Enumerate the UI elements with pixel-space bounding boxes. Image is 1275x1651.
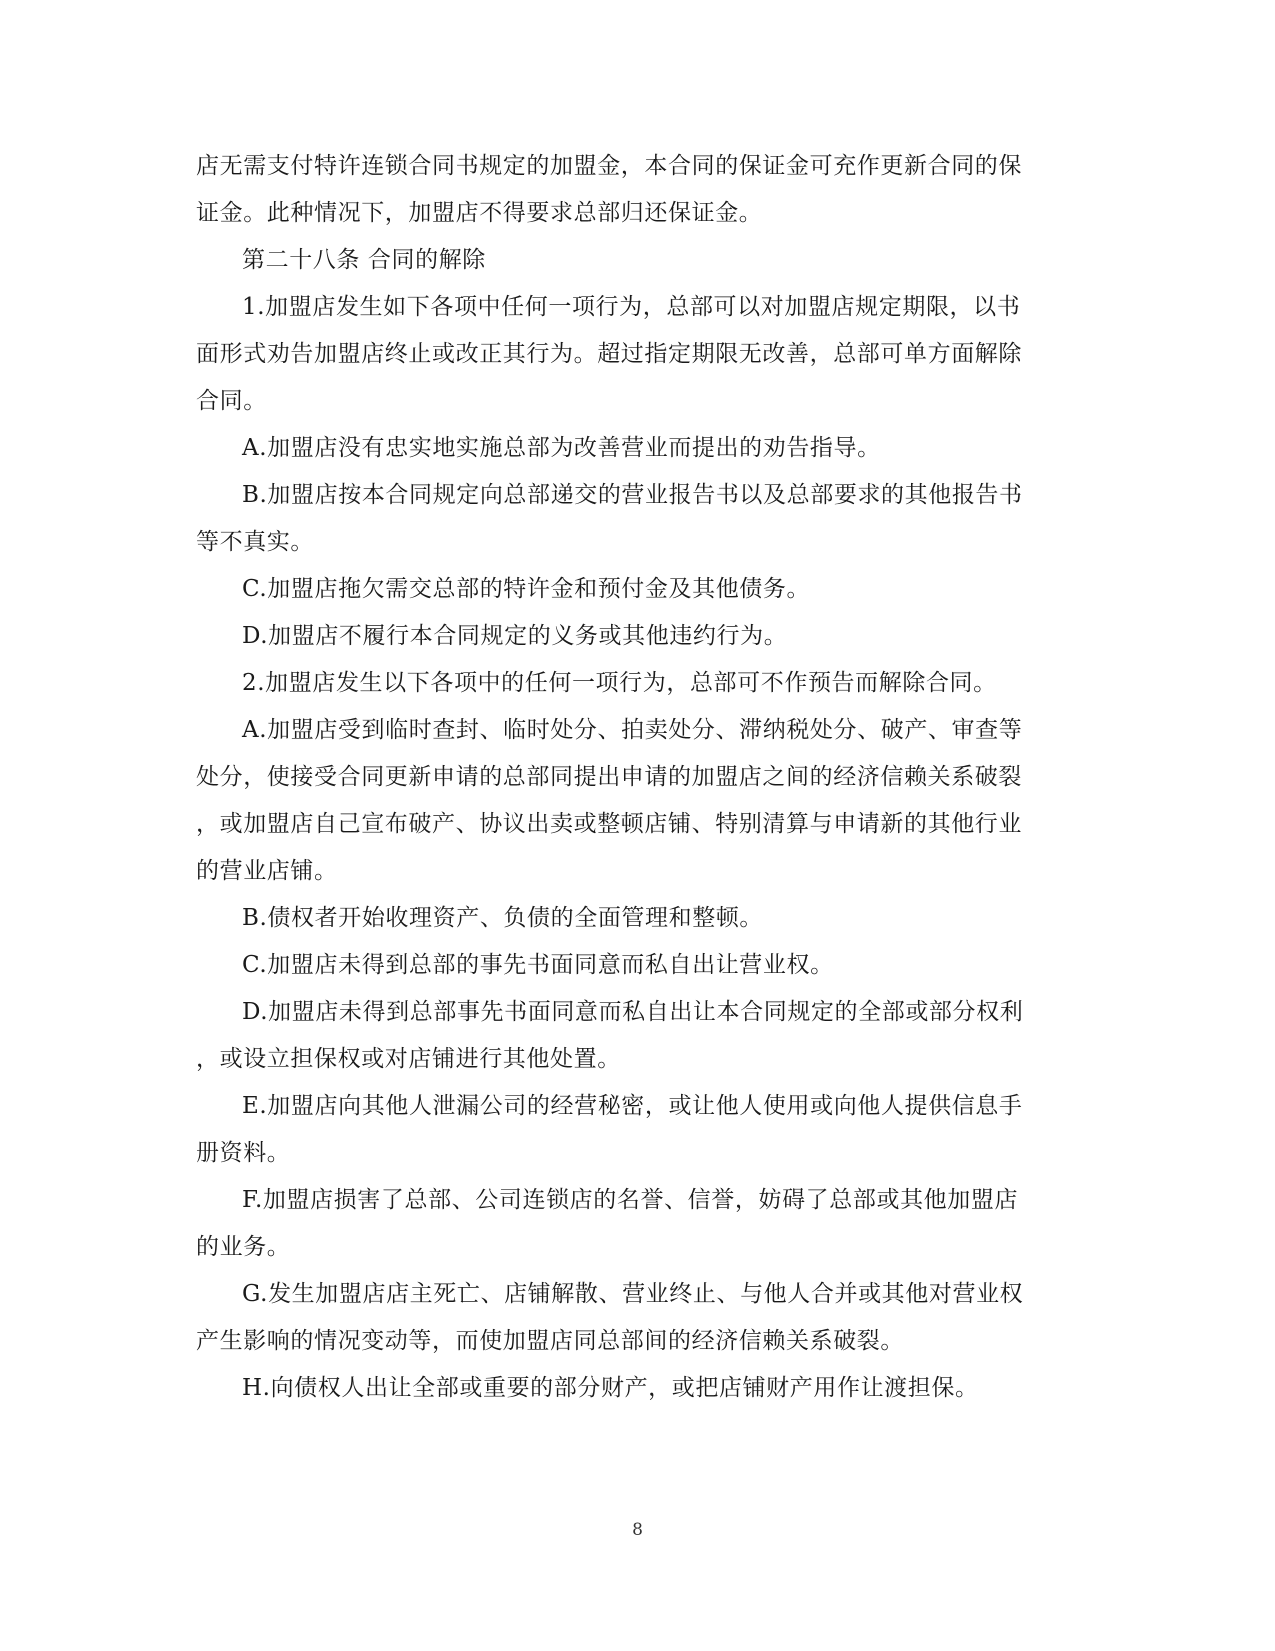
text-line: B.债权者开始收理资产、负债的全面管理和整顿。 [242,905,764,931]
text-line: H.向债权人出让全部或重要的部分财产，或把店铺财产用作让渡担保。 [242,1375,979,1401]
text-line: D.加盟店不履行本合同规定的义务或其他违约行为。 [242,623,788,649]
section-heading: 第二十八条 合同的解除 [242,247,486,273]
text-line: ，或设立担保权或对店铺进行其他处置。 [196,1046,621,1072]
text-line: A.加盟店没有忠实地实施总部为改善营业而提出的劝告指导。 [242,435,881,461]
text-line: 合同。 [196,388,267,414]
text-line: 的营业店铺。 [196,858,338,884]
text-line: 册资料。 [196,1140,291,1166]
text-line: C.加盟店未得到总部的事先书面同意而私自出让营业权。 [242,952,834,978]
text-line: 的业务。 [196,1234,291,1260]
text-line: 产生影响的情况变动等，而使加盟店同总部间的经济信赖关系破裂。 [196,1328,904,1354]
text-line: G.发生加盟店店主死亡、店铺解散、营业终止、与他人合并或其他对营业权 [242,1281,1024,1307]
text-line: ，或加盟店自己宣布破产、协议出卖或整顿店铺、特别清算与申请新的其他行业 [196,811,1022,837]
text-line: B.加盟店按本合同规定向总部递交的营业报告书以及总部要求的其他报告书 [242,482,1023,508]
text-line: 店无需支付特许连锁合同书规定的加盟金，本合同的保证金可充作更新合同的保 [196,153,1022,179]
text-line: E.加盟店向其他人泄漏公司的经营秘密，或让他人使用或向他人提供信息手 [242,1093,1023,1119]
text-line: 1.加盟店发生如下各项中任何一项行为，总部可以对加盟店规定期限，以书 [242,294,1021,320]
text-line: 处分，使接受合同更新申请的总部同提出申请的加盟店之间的经济信赖关系破裂 [196,764,1022,790]
text-line: A.加盟店受到临时查封、临时处分、拍卖处分、滞纳税处分、破产、审查等 [242,717,1023,743]
text-line: 等不真实。 [196,529,314,555]
text-line: 2.加盟店发生以下各项中的任何一项行为，总部可不作预告而解除合同。 [242,670,997,696]
text-line: C.加盟店拖欠需交总部的特许金和预付金及其他债务。 [242,576,811,602]
text-line: 面形式劝告加盟店终止或改正其行为。超过指定期限无改善，总部可单方面解除 [196,341,1022,367]
text-line: F.加盟店损害了总部、公司连锁店的名誉、信誉，妨碍了总部或其他加盟店 [242,1187,1019,1213]
text-line: 证金。此种情况下，加盟店不得要求总部归还保证金。 [196,200,763,226]
text-line: D.加盟店未得到总部事先书面同意而私自出让本合同规定的全部或部分权利 [242,999,1024,1025]
page-number: 8 [632,1520,643,1540]
